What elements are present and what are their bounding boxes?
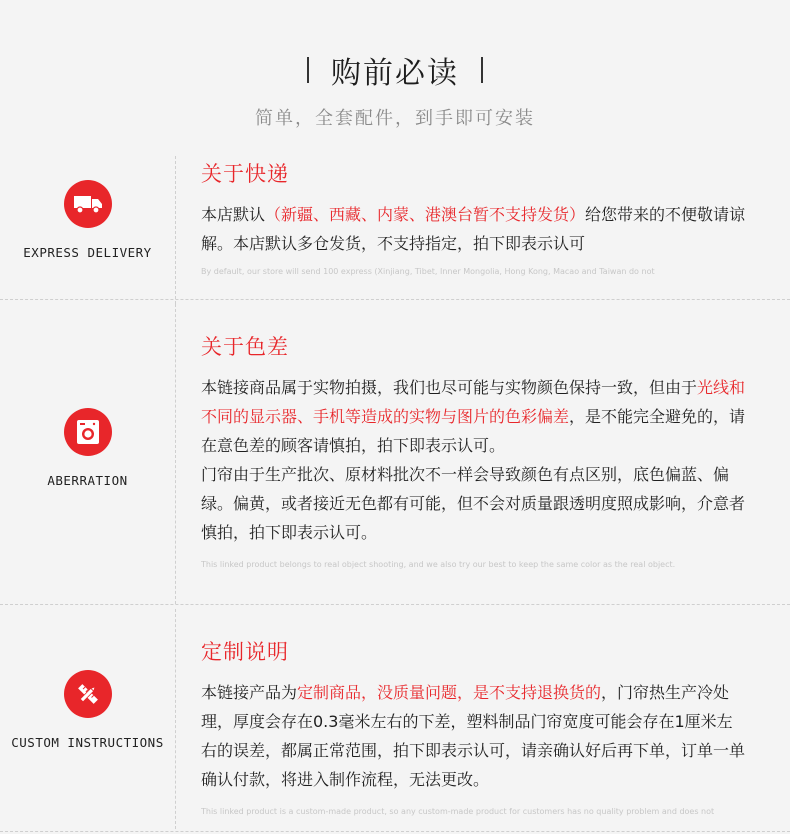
aberration-english-note: This linked product belongs to real object shooting, and we also try our best to keep the same color as the real object. [201,560,676,569]
aberration-section-title: 关于色差 [201,335,289,359]
vertical-divider-1 [175,156,176,304]
title-left-bar [307,57,309,83]
custom-section-title: 定制说明 [201,640,289,664]
custom-section-content [201,638,746,818]
aberration-section-body [201,373,746,547]
custom-section-body [201,678,746,794]
pencil-ruler-icon [64,670,112,718]
aberration-paragraph-2: 门帘由于生产批次、原材料批次不一样会导致颜色有点区别，底色偏蓝、偏绿。偏黄，或者接近无色都有可能，但不会对质量跟透明度照成影响，介意者慎拍，拍下即表示认可。 [201,465,746,542]
title-wrap [307,48,483,92]
vertical-divider-2 [175,304,176,604]
aberration-text-highlight: 光线和不同的显示器、手机等造成的实物与图片的色彩偏差 [201,378,746,426]
custom-text-a: 本链接产品为 [201,683,298,702]
aberration-text-b: ，是不能完全避免的，请在意色差的顾客请慎拍，拍下即表示认可。 [201,407,746,455]
section-divider-1 [0,299,790,300]
page-title: 购前必读 [331,56,459,91]
aberration-label: ABERRATION [47,473,128,488]
express-english-note: By default, our store will send 100 express (Xinjiang, Tibet, Inner Mongolia, Hong Kong, Macao and Taiwan do not [201,267,655,276]
express-text-a: 本店默认 [201,205,266,224]
custom-english-note: This linked product is a custom-made product, so any custom-made product for customers has no quality problem and does not [201,807,715,816]
express-section-title: 关于快递 [201,162,289,186]
truck-icon [64,180,112,228]
page-subtitle: 简单，全套配件，到手即可安装 [255,108,535,129]
express-text-b: 给您带来的不便敬请谅解。本店默认多仓发货，不支持指定，拍下即表示认可 [201,205,746,253]
aberration-section-content [201,333,746,571]
custom-text-b: ，门帘热生产冷处理，厚度会存在0.3毫米左右的下差，塑料制品门帘宽度可能会存在1厘米左右的误差，都属正常范围，拍下即表示认可，请亲确认好后再下单，订单一单确认付款，将进入制作流程，无法更改。 [201,683,746,789]
express-delivery-block [0,180,175,260]
page-header [0,48,790,130]
custom-instructions-block [0,670,175,750]
title-right-bar [481,57,483,83]
express-text-highlight: （新疆、西藏、内蒙、港澳台暂不支持发货） [265,205,586,224]
aberration-block [0,408,175,488]
express-section-body [201,200,746,258]
custom-text-highlight: 定制商品，没质量问题，是不支持退换货的 [297,683,602,702]
section-divider-3 [0,831,790,832]
vertical-divider-3 [175,609,176,829]
section-divider-2 [0,604,790,605]
aberration-text-a: 本链接商品属于实物拍摄，我们也尽可能与实物颜色保持一致，但由于 [201,378,698,397]
custom-instructions-label: CUSTOM INSTRUCTIONS [11,735,164,750]
express-section-content [201,160,746,278]
washing-machine-icon [64,408,112,456]
express-delivery-label: EXPRESS DELIVERY [23,245,152,260]
